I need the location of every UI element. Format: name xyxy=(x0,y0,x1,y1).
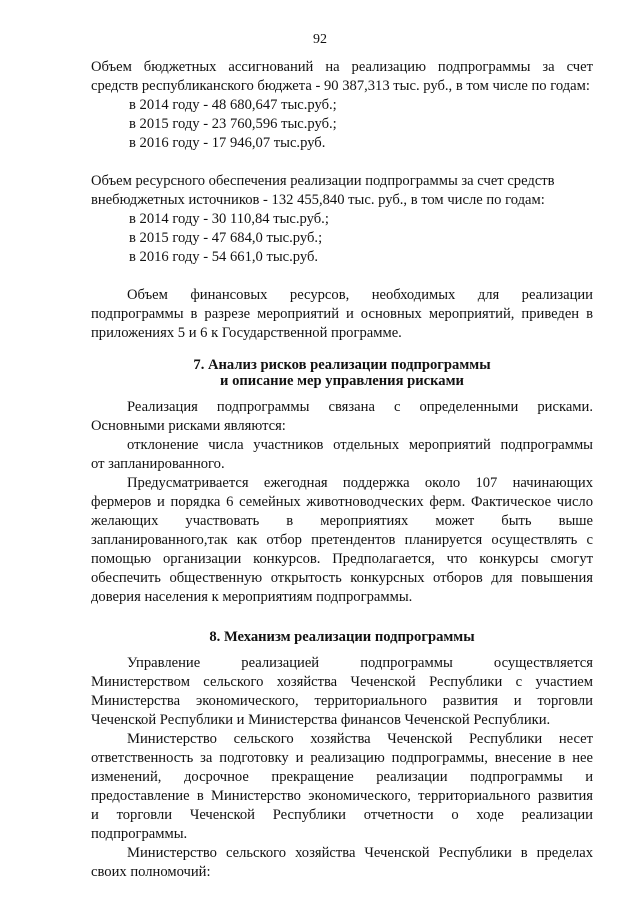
section7-p3-line-7: доверия населения к мероприятиям подпрограммы. xyxy=(91,589,413,605)
section7-p3-line-2: фермеров и порядка 6 семейных животноводческих ферм. Фактическое число xyxy=(91,494,593,510)
budget-year-2014: в 2014 году - 48 680,647 тыс.руб.; xyxy=(129,97,337,113)
section8-p1-line-3: Министерства экономического, территориального развития и торговли xyxy=(91,693,593,709)
section8-p2-line-4: предоставление в Министерство экономического, территориального развития xyxy=(91,788,593,804)
section8-p2-line-1: Министерство сельского хозяйства Чеченской Республики несет xyxy=(127,731,593,747)
section8-p2-line-5: и торговли Чеченской Республики отчетности о ходе реализации xyxy=(91,807,593,823)
section7-p3-line-3: желающих участвовать в мероприятиях может быть выше xyxy=(91,513,593,529)
section8-p1-line-2: Министерством сельского хозяйства Чеченской Республики с участием xyxy=(91,674,593,690)
section7-p3-line-5: помощью организации конкурсов. Предполагается, что конкурсы смогут xyxy=(91,551,593,567)
financial-line-3: приложениях 5 и 6 к Государственной программе. xyxy=(91,325,402,341)
section7-p1-line-1: Реализация подпрограммы связана с определенными рисками. xyxy=(127,399,593,415)
section8-p1-line-4: Чеченской Республики и Министерства финансов Чеченской Республики. xyxy=(91,712,551,728)
budget-line-1: Объем бюджетных ассигнований на реализацию подпрограммы за счет xyxy=(91,59,593,75)
resources-year-2015: в 2015 году - 47 684,0 тыс.руб.; xyxy=(129,230,323,246)
section7-p2-line-1: отклонение числа участников отдельных мероприятий подпрограммы xyxy=(127,437,593,453)
section8-p2-line-6: подпрограммы. xyxy=(91,826,188,842)
section7-p3-line-1: Предусматривается ежегодная поддержка около 107 начинающих xyxy=(127,475,593,491)
resources-year-2014: в 2014 году - 30 110,84 тыс.руб.; xyxy=(129,211,329,227)
section7-p1-line-2: Основными рисками являются: xyxy=(91,418,286,434)
budget-year-2015: в 2015 году - 23 760,596 тыс.руб.; xyxy=(129,116,337,132)
section8-p1-line-1: Управление реализацией подпрограммы осуществляется xyxy=(127,655,593,671)
section8-p2-line-3: изменений, досрочное прекращение реализации подпрограммы и xyxy=(91,769,593,785)
financial-line-1: Объем финансовых ресурсов, необходимых для реализации xyxy=(127,287,593,303)
section8-title: 8. Механизм реализации подпрограммы xyxy=(209,629,475,645)
resources-line-2: внебюджетных источников - 132 455,840 тыс. руб., в том числе по годам: xyxy=(91,192,545,208)
budget-year-2016: в 2016 году - 17 946,07 тыс.руб. xyxy=(129,135,326,151)
section7-title-line-1: 7. Анализ рисков реализации подпрограммы xyxy=(193,357,491,373)
section7-p2-line-2: от запланированного. xyxy=(91,456,225,472)
page-content xyxy=(91,58,593,882)
resources-year-2016: в 2016 году - 54 661,0 тыс.руб. xyxy=(129,249,319,265)
page-number: 92 xyxy=(313,32,327,47)
section7-title-line-2: и описание мер управления рисками xyxy=(220,373,464,389)
budget-line-2: средств республиканского бюджета - 90 387,313 тыс. руб., в том числе по годам: xyxy=(91,78,590,94)
resources-line-1: Объем ресурсного обеспечения реализации подпрограммы за счет средств xyxy=(91,173,555,189)
section8-p3-line-1: Министерство сельского хозяйства Чеченской Республики в пределах xyxy=(127,845,593,861)
section7-p3-line-4: запланированного,так как отбор претендентов планируется осуществлять с xyxy=(91,532,593,548)
financial-line-2: подпрограммы в разрезе мероприятий и основных мероприятий, приведен в xyxy=(91,306,593,322)
section8-p2-line-2: ответственность за подготовку и реализацию подпрограммы, внесение в нее xyxy=(91,750,593,766)
section8-p3-line-2: своих полномочий: xyxy=(91,864,211,880)
section7-p3-line-6: обеспечить общественную открытость конкурсных отборов для повышения xyxy=(91,570,593,586)
